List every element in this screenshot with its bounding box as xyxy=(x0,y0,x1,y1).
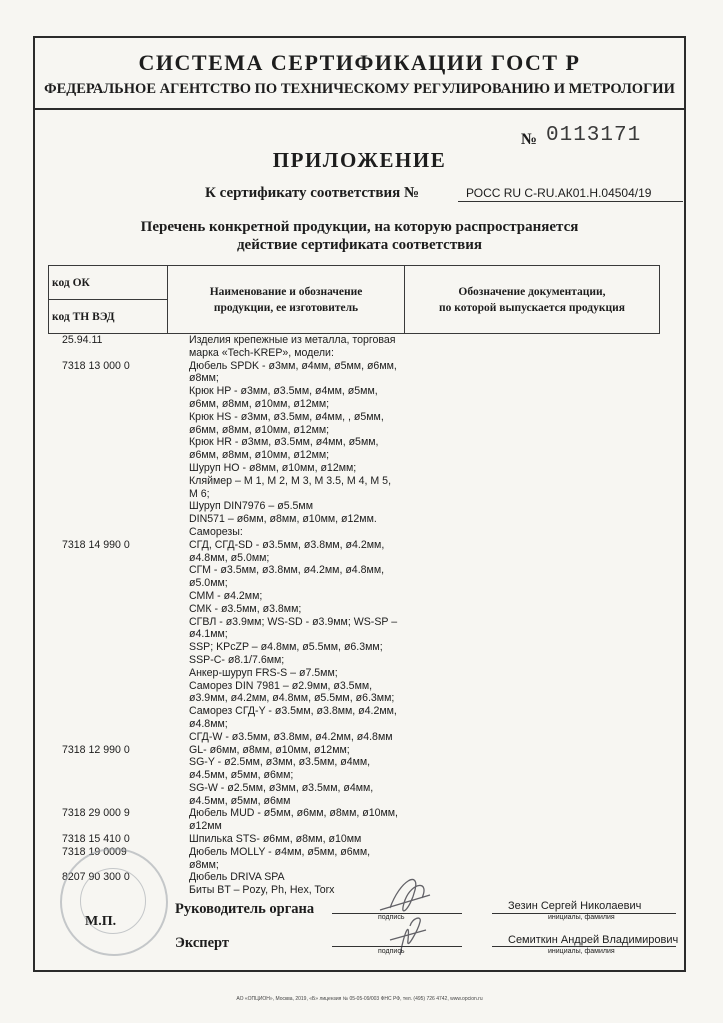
product-list-title xyxy=(33,218,686,254)
product-list-title-line2: действие сертификата соответствия xyxy=(236,237,483,253)
product-line: Анкер-шуруп FRS-S – ø7.5мм; xyxy=(189,666,338,679)
head-name: Зезин Сергей Николаевич xyxy=(508,900,642,912)
product-code xyxy=(48,449,173,462)
product-line: ø4.8мм, ø5.0мм; xyxy=(189,551,270,564)
product-code: 7318 29 000 9 xyxy=(62,807,130,820)
col-product-name-line2: продукции, ее изготовитель xyxy=(213,301,359,314)
product-code xyxy=(48,756,173,769)
product-line: ø8мм; xyxy=(189,372,219,385)
col-product-name-line1: Наименование и обозначение xyxy=(209,285,363,298)
certificate-underline xyxy=(458,201,683,202)
product-code xyxy=(48,590,173,603)
form-number: 0113171 xyxy=(546,124,642,147)
product-code xyxy=(48,769,173,782)
product-line: ø4.1мм; xyxy=(189,628,228,641)
expert-name-line xyxy=(492,946,676,947)
product-code xyxy=(48,398,173,411)
product-line: ø3.9мм, ø4.2мм, ø4.8мм, ø5.5мм, ø6.3мм; xyxy=(189,692,395,705)
product-line: Саморезы: xyxy=(189,525,243,538)
product-code xyxy=(48,513,173,526)
product-line: Шпилька STS- ø6мм, ø8мм, ø10мм xyxy=(189,833,362,846)
product-line: ø6мм, ø8мм, ø10мм, ø12мм; xyxy=(189,397,330,410)
product-code xyxy=(48,795,173,808)
product-line: SSP; KPcZP – ø4.8мм, ø5.5мм, ø6.3мм; xyxy=(189,641,383,654)
product-line: ø8мм; xyxy=(189,858,219,871)
product-code xyxy=(48,782,173,795)
product-code xyxy=(48,385,173,398)
product-code xyxy=(48,372,173,385)
product-line: СГВЛ - ø3.9мм; WS-SD - ø3.9мм; WS-SP – xyxy=(189,615,398,628)
product-line: GL- ø6мм, ø8мм, ø10мм, ø12мм; xyxy=(189,743,350,756)
product-line: Крюк HR - ø3мм, ø3.5мм, ø4мм, ø5мм, xyxy=(189,436,379,449)
product-code xyxy=(48,526,173,539)
product-line: ø4.8мм; xyxy=(189,717,228,730)
certificate-label: К сертификату соответствия № xyxy=(205,185,420,201)
product-line: M 6; xyxy=(189,487,210,500)
product-line: Дюбель SPDK - ø3мм, ø4мм, ø5мм, ø6мм, xyxy=(189,359,397,372)
product-code xyxy=(48,667,173,680)
product-line: Саморез DIN 7981 – ø2.9мм, ø3.5мм, xyxy=(189,679,373,692)
product-code xyxy=(48,577,173,590)
stamp-place-label: М.П. xyxy=(85,914,117,929)
product-line: Изделия крепежные из металла, торговая xyxy=(189,334,396,346)
product-column xyxy=(189,334,419,897)
head-role-label: Руководитель органа xyxy=(175,901,315,917)
product-code: 7318 19 0009 xyxy=(62,845,127,858)
product-line: SG-W - ø2.5мм, ø3мм, ø3.5мм, ø4мм, xyxy=(189,781,374,794)
product-line: ø4.5мм, ø5мм, ø6мм xyxy=(189,794,291,807)
product-list-title-line1: Перечень конкретной продукции, на которую распространяется xyxy=(140,219,579,235)
head-signature-caption: подпись xyxy=(378,914,405,921)
product-line: Дюбель MOLLY - ø4мм, ø5мм, ø6мм, xyxy=(189,845,371,858)
col-documentation-line2: по которой выпускается продукция xyxy=(439,301,625,314)
col-documentation xyxy=(405,266,660,334)
product-code xyxy=(48,475,173,488)
product-code xyxy=(48,654,173,667)
product-line: Крюк HS - ø3мм, ø3.5мм, ø4мм, , ø5мм, xyxy=(189,410,384,423)
product-line: Шуруп DIN7976 – ø5.5мм xyxy=(189,500,313,513)
product-line: СМК - ø3.5мм, ø3.8мм; xyxy=(189,602,302,615)
product-line: СГМ - ø3.5мм, ø3.8мм, ø4.2мм, ø4.8мм, xyxy=(189,564,385,577)
product-code xyxy=(48,820,173,833)
product-code: 7318 14 990 0 xyxy=(62,538,130,551)
product-code xyxy=(48,616,173,629)
product-line: Шуруп HO - ø8мм, ø10мм, ø12мм; xyxy=(189,461,357,474)
header-divider xyxy=(33,108,686,110)
product-code: 7318 15 410 0 xyxy=(62,833,130,846)
product-code: 7318 12 990 0 xyxy=(62,743,130,756)
expert-name: Семиткин Андрей Владимирович xyxy=(508,934,679,946)
col-documentation-line1: Обозначение документации, xyxy=(458,285,606,298)
product-code xyxy=(48,680,173,693)
expert-name-caption: инициалы, фамилия xyxy=(548,948,615,955)
product-line: СГД, СГД-SD - ø3.5мм, ø3.8мм, ø4.2мм, xyxy=(189,538,385,551)
product-code xyxy=(48,731,173,744)
product-code: 25.94.11 xyxy=(62,334,103,346)
product-line: SSP-C- ø8.1/7.6мм; xyxy=(189,653,285,666)
col-code-ok: код ОК xyxy=(49,266,168,300)
product-line: СММ - ø4.2мм; xyxy=(189,589,263,602)
product-line: СГД-W - ø3.5мм, ø3.8мм, ø4.2мм, ø4.8мм xyxy=(189,730,393,743)
product-code xyxy=(48,411,173,424)
product-line: Крюк HP - ø3мм, ø3.5мм, ø4мм, ø5мм, xyxy=(189,385,378,398)
product-code xyxy=(48,500,173,513)
product-line: марка «Tech-KREP», модели: xyxy=(189,346,334,359)
appendix-title: ПРИЛОЖЕНИЕ xyxy=(272,148,447,172)
product-line: Кляймер – M 1, M 2, M 3, M 3.5, M 4, M 5, xyxy=(189,474,392,487)
product-code xyxy=(48,552,173,565)
expert-role-label: Эксперт xyxy=(175,935,230,951)
agency-title: ФЕДЕРАЛЬНОЕ АГЕНТСТВО ПО ТЕХНИЧЕСКОМУ РЕГУЛИРОВАНИЮ И МЕТРОЛОГИИ xyxy=(44,81,675,97)
product-line: ø12мм xyxy=(189,820,222,833)
product-code xyxy=(48,488,173,501)
head-name-caption: инициалы, фамилия xyxy=(548,914,615,921)
product-code xyxy=(48,628,173,641)
certificate-number: РОСС RU C-RU.АК01.Н.04504/19 xyxy=(466,186,652,200)
system-title: СИСТЕМА СЕРТИФИКАЦИИ ГОСТ Р xyxy=(138,50,581,75)
product-line: DIN571 – ø6мм, ø8мм, ø10мм, ø12мм. xyxy=(189,513,377,526)
form-number-label: № xyxy=(521,131,538,148)
product-code xyxy=(48,718,173,731)
code-column xyxy=(48,334,173,897)
product-line: Биты BT – Pozy, Ph, Hex, Torx xyxy=(189,884,335,897)
product-line: Дюбель MUD - ø5мм, ø6мм, ø8мм, ø10мм, xyxy=(189,807,399,820)
product-line: ø6мм, ø8мм, ø10мм, ø12мм; xyxy=(189,423,330,436)
printer-footer: АО «ОПЦИОН», Москва, 2019, «Б» лицензия № 05-05-09/003 ФНС РФ, тел. (495) 726 4742, www.opcion.ru xyxy=(236,996,483,1002)
product-line: ø4.5мм, ø5мм, ø6мм; xyxy=(189,769,294,782)
product-line: Дюбель DRIVA SPA xyxy=(189,871,285,884)
product-table-header xyxy=(48,265,660,334)
product-code xyxy=(48,692,173,705)
product-code xyxy=(48,603,173,616)
product-line: Саморез СГД-Y - ø3.5мм, ø3.8мм, ø4.2мм, xyxy=(189,705,397,718)
product-code: 7318 13 000 0 xyxy=(62,359,130,372)
product-code xyxy=(48,436,173,449)
col-product-name xyxy=(168,266,405,334)
product-code xyxy=(48,564,173,577)
product-line: SG-Y - ø2.5мм, ø3мм, ø3.5мм, ø4мм, xyxy=(189,756,371,769)
product-code xyxy=(48,424,173,437)
product-code xyxy=(48,347,173,360)
col-code-tn: код ТН ВЭД xyxy=(49,300,168,334)
product-code xyxy=(48,462,173,475)
handwritten-signatures xyxy=(360,860,450,960)
product-code xyxy=(48,705,173,718)
product-line: ø6мм, ø8мм, ø10мм, ø12мм; xyxy=(189,449,330,462)
expert-signature-caption: подпись xyxy=(378,948,405,955)
product-code xyxy=(48,641,173,654)
product-code: 8207 90 300 0 xyxy=(62,871,130,884)
product-line: ø5.0мм; xyxy=(189,577,228,590)
